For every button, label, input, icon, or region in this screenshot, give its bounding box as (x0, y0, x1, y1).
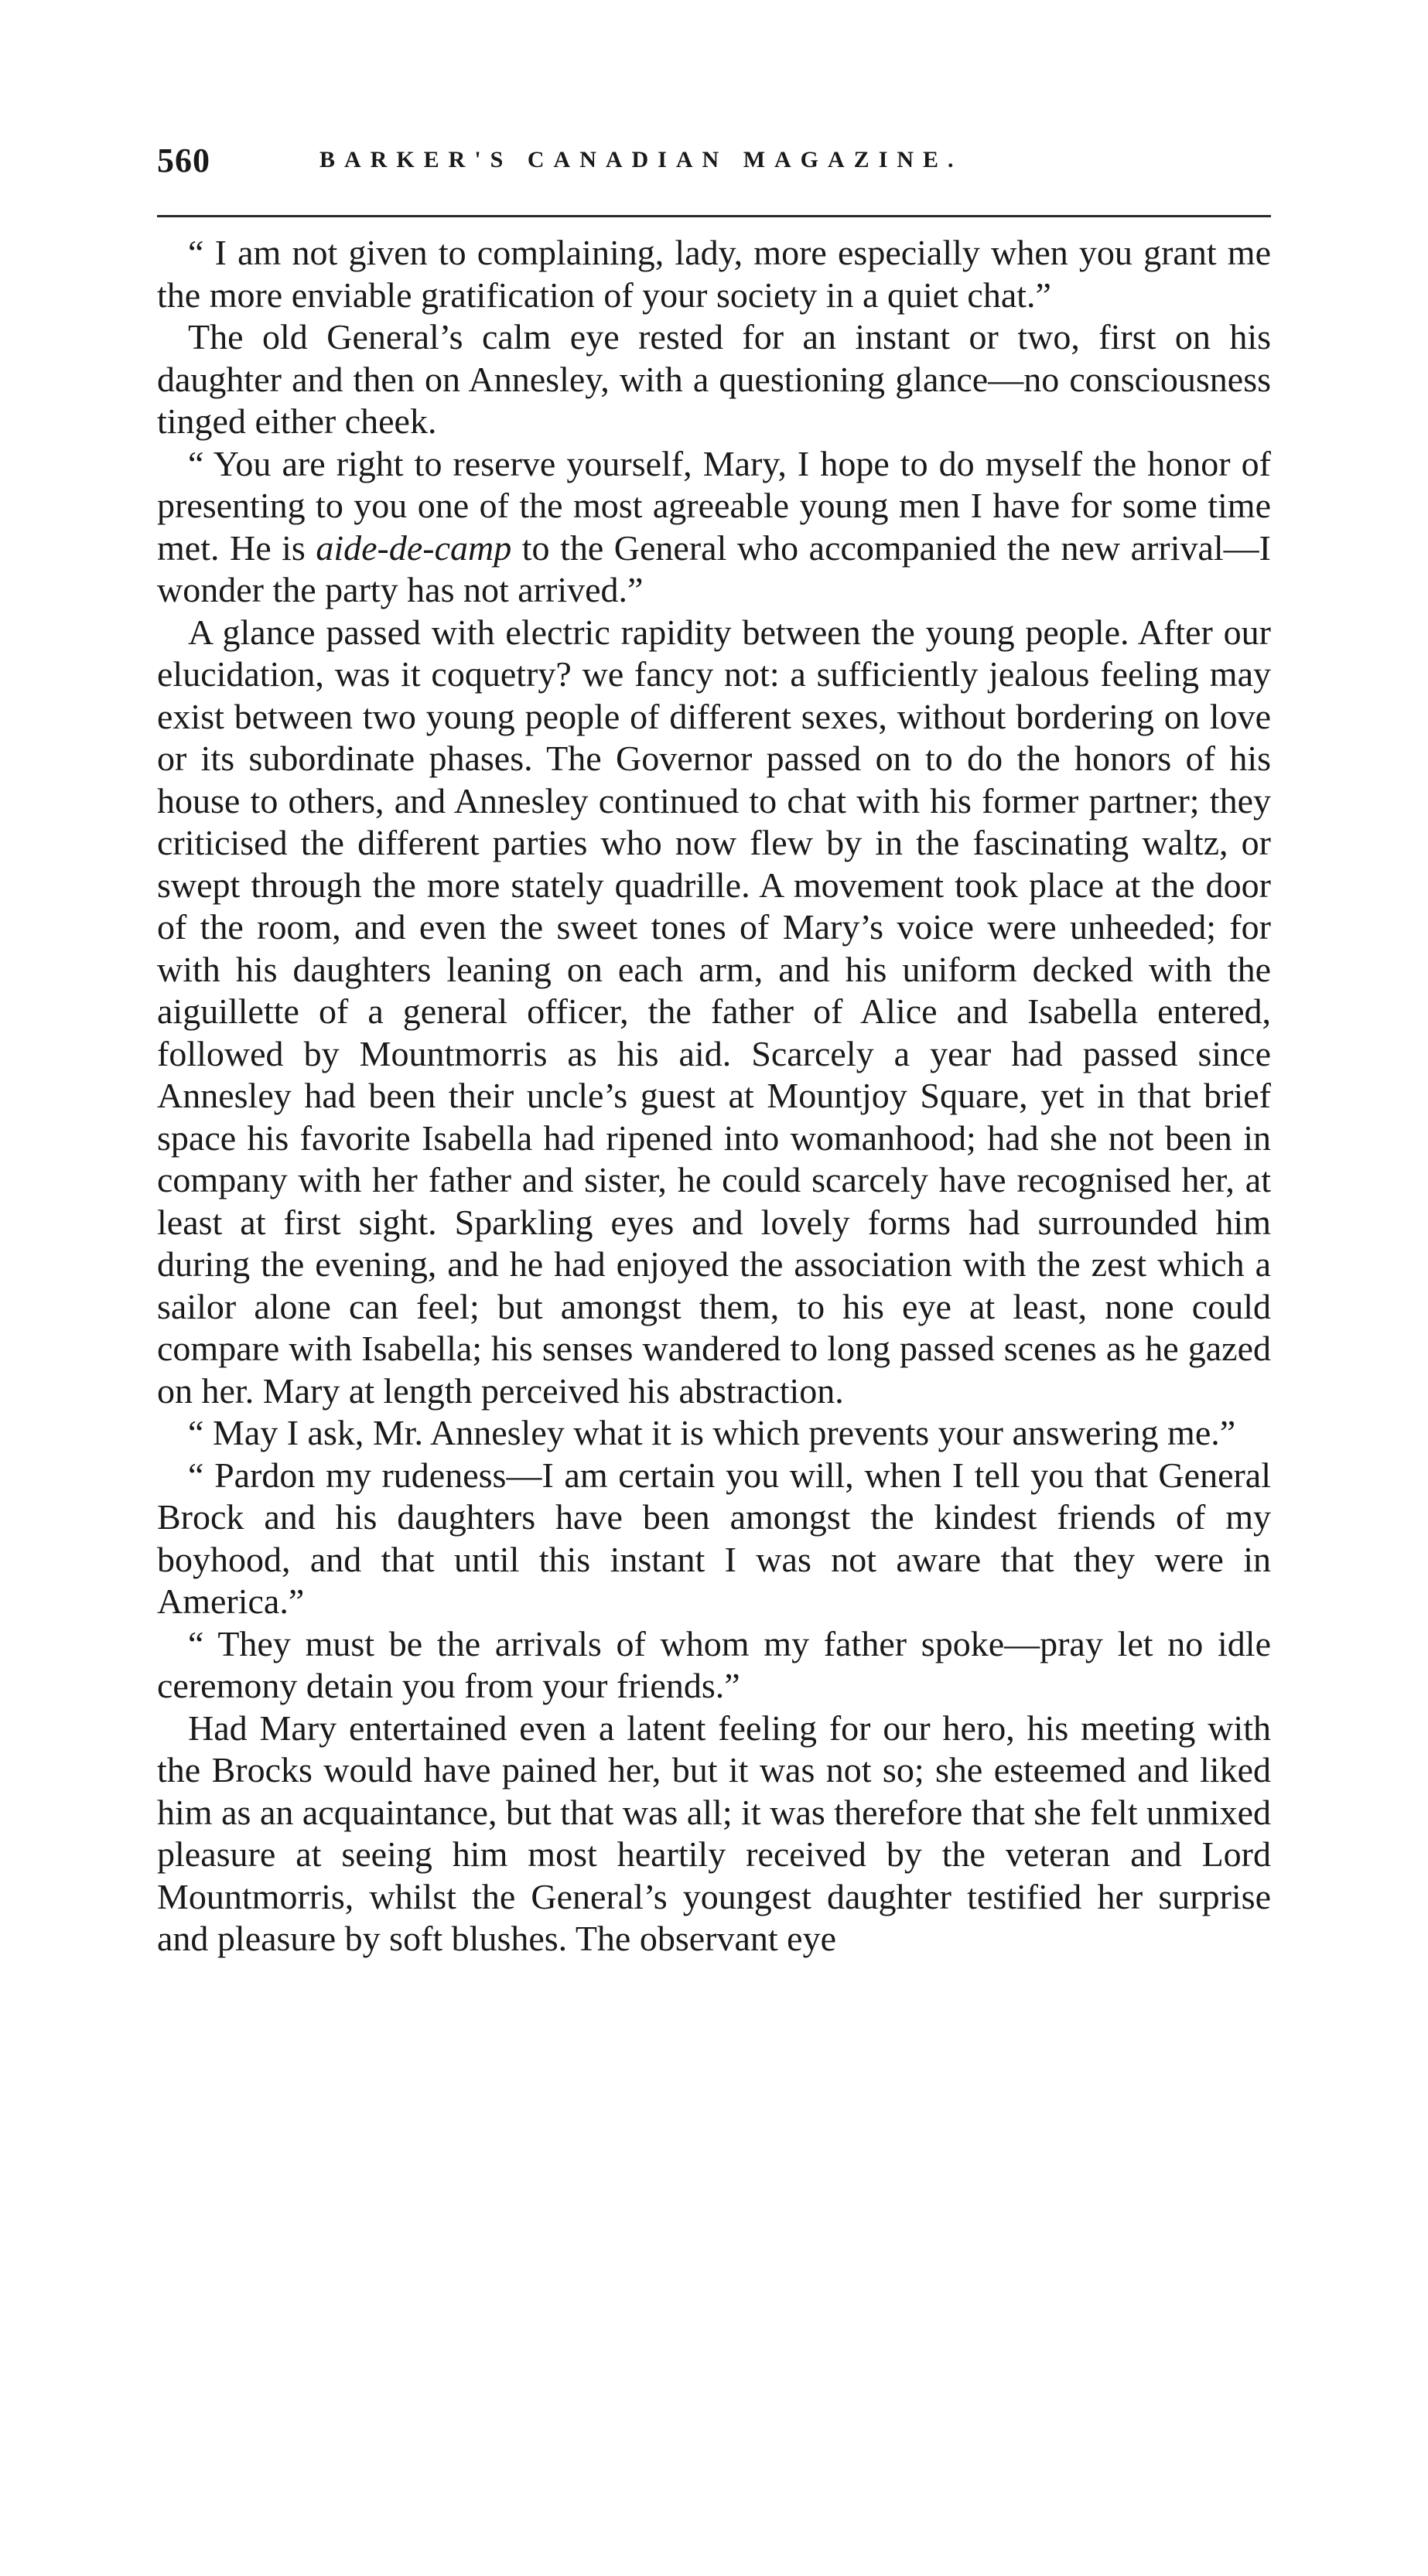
paragraph-4: A glance passed with electric rapidity between the young people. After our elucidation, was it coquetry? we fancy not: a sufficiently jealous feeling may exist between two young people of different sexes, without bordering on love or its subordinate phases. The Governor passed on to do the honors of his house to others, and Annesley continued to chat with his former partner; they criticised the different parties who now flew by in the fascinating waltz, or swept through the more stately quadrille. A movement took place at the door of the room, and even the sweet tones of Mary’s voice were unheeded; for with his daughters leaning on each arm, and his uniform decked with the aiguillette of a general officer, the father of Alice and Isabella entered, followed by Mountmorris as his aid. Scarcely a year had passed since Annesley had been their uncle’s guest at Mountjoy Square, yet in that brief space his favorite Isabella had ripened into womanhood; had she not been in company with her father and sister, he could scarcely have recognised her, at least at first sight. Sparkling eyes and lovely forms had surrounded him during the evening, and he had enjoyed the association with the zest which a sailor alone can feel; but amongst them, to his eye at least, none could compare with Isabella; his senses wandered to long passed scenes as he gazed on her. Mary at length perceived his abstraction. (157, 612, 1271, 1411)
header-rule (157, 215, 1271, 217)
paragraph-2: The old General’s calm eye rested for an instant or two, first on his daughter and then on Annesley, with a questioning glance—no consciousness tinged either cheek. (157, 317, 1271, 441)
paragraph-6: “ Pardon my rudeness—I am certain you will, when I tell you that General Brock and his daughters have been amongst the kindest friends of my boyhood, and that until this instant I was not aware that they were in America.” (157, 1455, 1271, 1621)
running-head: BARKER'S CANADIAN MAGAZINE. (319, 147, 963, 172)
paragraph-8: Had Mary entertained even a latent feeling for our hero, his meeting with the Brocks would have pained her, but it was not so; she esteemed and liked him as an acquaintance, but that was all; it was therefore that she felt unmixed pleasure at seeing him most heartily received by the veteran and Lord Mountmorris, whilst the General’s youngest daughter testified her surprise and pleasure by soft blushes. The observant eye (157, 1708, 1271, 1958)
aide-de-camp-emphasis: aide-de-camp (316, 527, 512, 568)
page-header (157, 141, 1271, 195)
paragraph-3-text-before: “ You are right to reserve yourself, Mary, I hope to do myself the honor of presenting to you one of the most agreeable young men I have for some time met. He is (157, 443, 1271, 568)
body-text (157, 232, 1271, 1960)
paragraph-5: “ May I ask, Mr. Annesley what it is which prevents your answering me.” (188, 1413, 1236, 1452)
page-number: 560 (157, 142, 210, 179)
paragraph-1: “ I am not given to complaining, lady, more especially when you grant me the more enviable gratification of your society in a quiet chat.” (157, 233, 1271, 315)
paragraph-3 (157, 443, 1271, 612)
paragraph-7: “ They must be the arrivals of whom my father spoke—pray let no idle ceremony detain you from your friends.” (157, 1623, 1271, 1705)
paragraph-3-text-after: to the General who accompanied the new arrival—I wonder the party has not arrived.” (157, 527, 1271, 609)
